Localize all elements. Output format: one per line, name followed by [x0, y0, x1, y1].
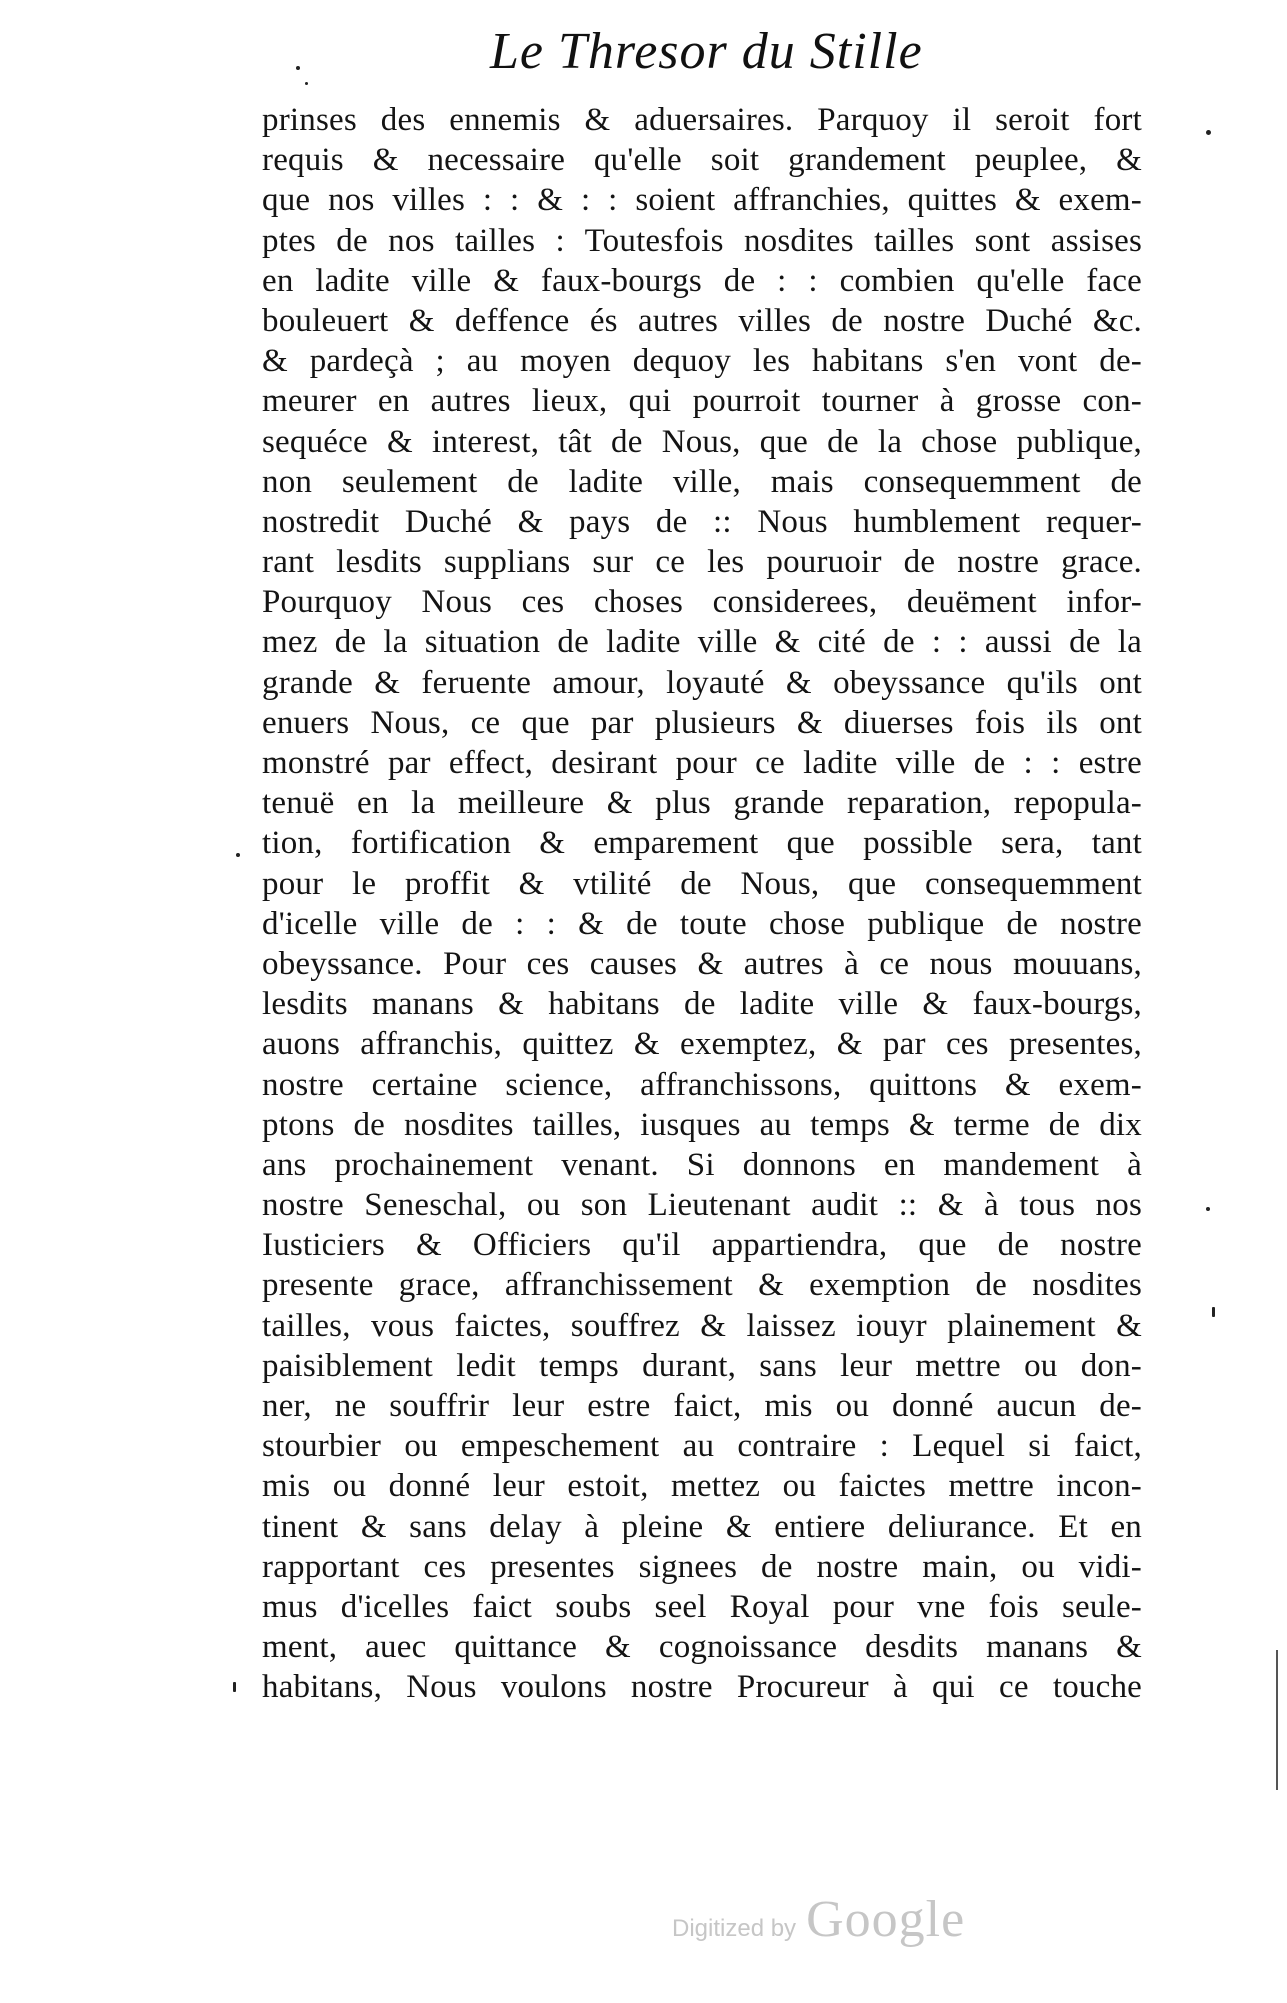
body-text [262, 100, 1142, 1708]
text-line: prinses des ennemis & aduersaires. Parquoy il seroit fort [262, 102, 1142, 138]
page-edge-line [1276, 1650, 1278, 1790]
text-line: Iusticiers & Officiers qu'il appartiendra, que de nostre [262, 1227, 1142, 1264]
text-line: bouleuert & deffence és autres villes de nostre Duché &c. [262, 302, 1142, 339]
text-line: habitans, Nous voulons nostre Procureur à qui ce touche [262, 1669, 1142, 1706]
text-line: ans prochainement venant. Si donnons en mandement à [262, 1146, 1142, 1183]
text-line: enuers Nous, ce que par plusieurs & diuerses fois ils ont [262, 704, 1142, 741]
text-line: nostredit Duché & pays de :: Nous humblement requer- [262, 503, 1142, 540]
print-speck [1206, 130, 1211, 135]
print-speck [1212, 1307, 1215, 1317]
text-line: monstré par effect, desirant pour ce ladite ville de : : estre [262, 745, 1142, 781]
text-line: que nos villes : : & : : soient affranchies, quittes & exem- [262, 182, 1142, 219]
text-line: ment, auec quittance & cognoissance desdits manans & [262, 1629, 1142, 1666]
text-line: nostre certaine science, affranchissons, quittons & exem- [262, 1066, 1142, 1103]
text-line: mis ou donné leur estoit, mettez ou faictes mettre incon- [262, 1468, 1142, 1505]
digitized-watermark [672, 1890, 965, 1949]
print-speck [236, 853, 240, 857]
text-line: requis & necessaire qu'elle soit grandement peuplee, & [262, 142, 1142, 179]
text-line: stourbier ou empeschement au contraire : Lequel si faict, [262, 1428, 1142, 1465]
running-head: Le Thresor du Stille [490, 23, 923, 80]
text-line: Pourquoy Nous ces choses considerees, deuëment infor- [262, 584, 1142, 621]
google-logo: Google [806, 1891, 966, 1948]
text-line: rant lesdits supplians sur ce les pouruoir de nostre grace. [262, 544, 1142, 581]
text-line: tion, fortification & emparement que possible sera, tant [262, 825, 1142, 862]
text-line: mez de la situation de ladite ville & cité de : : aussi de la [262, 624, 1142, 661]
text-line: lesdits manans & habitans de ladite ville & faux-bourgs, [262, 986, 1142, 1023]
text-line: en ladite ville & faux-bourgs de : : combien qu'elle face [262, 262, 1142, 299]
text-line: tinent & sans delay à pleine & entiere deliurance. Et en [262, 1508, 1142, 1545]
text-line: nostre Seneschal, ou son Lieutenant audit :: & à tous nos [262, 1187, 1142, 1224]
text-line: ptes de nos tailles : Toutesfois nosdites tailles sont assises [262, 222, 1142, 259]
text-line: presente grace, affranchissement & exemption de nosdites [262, 1267, 1142, 1304]
print-speck [305, 82, 308, 85]
watermark-prefix: Digitized by [672, 1915, 797, 1942]
print-speck [296, 66, 300, 70]
text-line: paisiblement ledit temps durant, sans leur mettre ou don- [262, 1347, 1142, 1384]
text-line: ner, ne souffrir leur estre faict, mis ou donné aucun de- [262, 1388, 1142, 1424]
text-line: mus d'icelles faict soubs seel Royal pour vne fois seule- [262, 1588, 1142, 1625]
print-speck [233, 1682, 236, 1692]
text-line: non seulement de ladite ville, mais consequemment de [262, 463, 1142, 500]
text-line: obeyssance. Pour ces causes & autres à ce nous mouuans, [262, 945, 1142, 982]
text-line: d'icelle ville de : : & de toute chose publique de nostre [262, 905, 1142, 942]
text-line: & pardeçà ; au moyen dequoy les habitans s'en vont de- [262, 343, 1142, 380]
text-line: rapportant ces presentes signees de nostre main, ou vidi- [262, 1548, 1142, 1585]
text-line: grande & feruente amour, loyauté & obeyssance qu'ils ont [262, 664, 1142, 701]
text-line: tenuë en la meilleure & plus grande reparation, repopula- [262, 785, 1142, 822]
text-line: auons affranchis, quittez & exemptez, & par ces presentes, [262, 1026, 1142, 1063]
text-line: sequéce & interest, tât de Nous, que de la chose publique, [262, 423, 1142, 460]
print-speck [1206, 1207, 1210, 1211]
text-line: pour le proffit & vtilité de Nous, que consequemment [262, 865, 1142, 902]
text-line: ptons de nosdites tailles, iusques au temps & terme de dix [262, 1106, 1142, 1143]
text-line: meurer en autres lieux, qui pourroit tourner à grosse con- [262, 383, 1142, 420]
text-line: tailles, vous faictes, souffrez & laissez iouyr plainement & [262, 1307, 1142, 1344]
